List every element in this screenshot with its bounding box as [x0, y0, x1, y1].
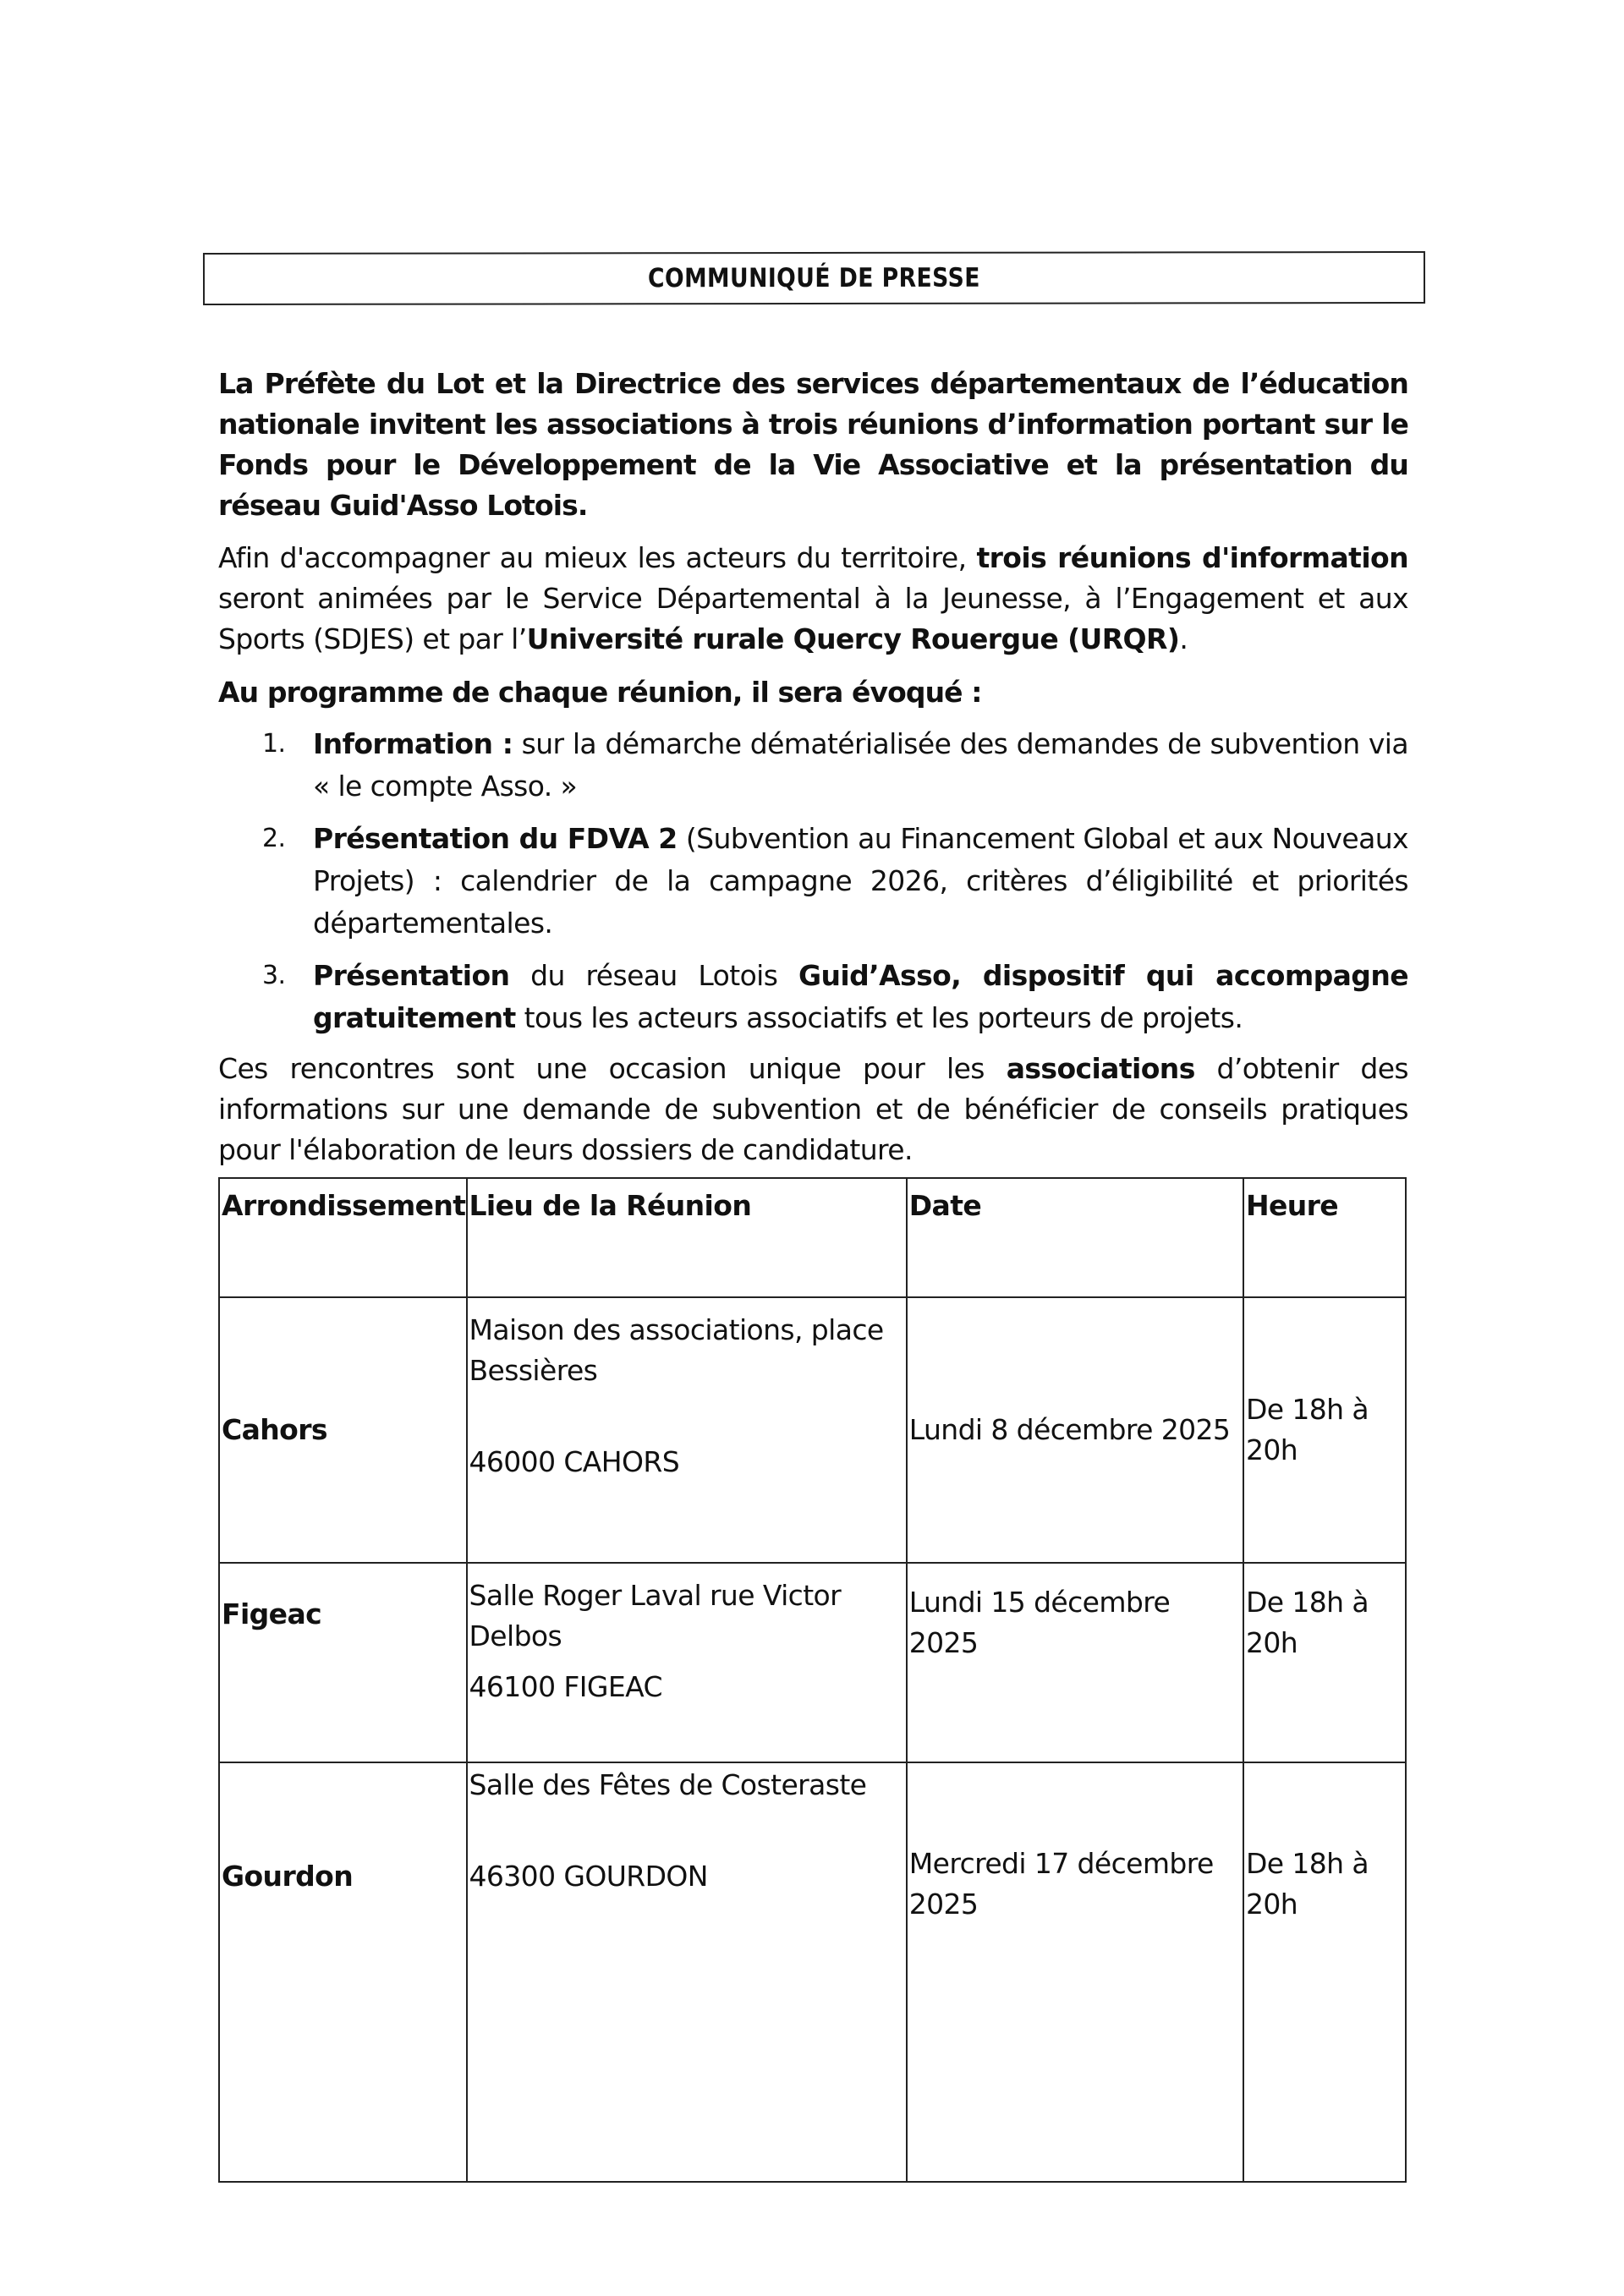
closing-bold-associations: associations: [1006, 1052, 1195, 1085]
program-item-guidasso: [218, 955, 1408, 1039]
closing-paragraph: [218, 1049, 1408, 1170]
closing-text-1: Ces rencontres sont une occasion unique pour les: [218, 1052, 1007, 1085]
organizers-text-3: .: [1179, 622, 1188, 655]
cell-date: Lundi 8 décembre 2025: [907, 1297, 1243, 1563]
cell-lieu: [467, 1297, 907, 1563]
header-arrondissement: Arrondissement: [219, 1178, 467, 1297]
header-heure: Heure: [1243, 1178, 1406, 1297]
cell-arrondissement: Figeac: [219, 1563, 467, 1762]
cell-heure: De 18h à 20h: [1243, 1762, 1406, 2182]
program-item-text: du réseau Lotois: [509, 959, 799, 992]
lieu-postcode: 46100 FIGEAC: [469, 1670, 662, 1703]
cell-arrondissement: Gourdon: [219, 1762, 467, 2182]
program-item-text: sur la démarche dématérialisée des demandes de subvention via « le compte Asso. »: [313, 727, 1408, 803]
cell-lieu: [467, 1563, 907, 1762]
lieu-postcode: 46300 GOURDON: [469, 1860, 708, 1893]
lieu-address: Salle des Fêtes de Costeraste: [469, 1768, 867, 1801]
organizers-paragraph: [218, 538, 1408, 660]
lieu-postcode: 46000 CAHORS: [469, 1445, 680, 1478]
closing-text-2: d’obtenir des informations sur une demande de subvention et de bénéficier de conseils pratiques pour l'élaboration de leurs dossiers de candidature.: [218, 1052, 1409, 1166]
press-release-header-box: [203, 251, 1425, 305]
organizers-text-2: seront animées par le Service Départemental à la Jeunesse, à l’Engagement et aux Sports (SDJES) et par l’: [218, 582, 1408, 655]
list-number: 2.: [262, 824, 286, 853]
program-item-bold: Présentation du FDVA 2: [313, 822, 678, 855]
cell-date: Mercredi 17 décembre 2025: [907, 1762, 1243, 2182]
header-lieu: Lieu de la Réunion: [467, 1178, 907, 1297]
table-row: [219, 1297, 1406, 1563]
table-row: [219, 1762, 1406, 2182]
lieu-address: Maison des associations, place Bessières: [469, 1313, 884, 1387]
cell-heure: De 18h à 20h: [1243, 1297, 1406, 1563]
program-heading: Au programme de chaque réunion, il sera évoqué :: [218, 676, 982, 709]
table-header-row: [219, 1178, 1406, 1297]
program-item-bold: Information :: [313, 727, 513, 760]
list-number: 1.: [262, 729, 286, 759]
program-item-text-2: tous les acteurs associatifs et les porteurs de projets.: [515, 1001, 1243, 1034]
program-item-text: (Subvention au Financement Global et aux Nouveaux Projets) : calendrier de la campagne 2026, critères d’éligibilité et priorités départementales.: [313, 822, 1408, 940]
cell-lieu: [467, 1762, 907, 2182]
program-item-bold: Présentation: [313, 959, 510, 992]
lieu-address: Salle Roger Laval rue Victor Delbos: [469, 1579, 842, 1652]
header-date: Date: [907, 1178, 1243, 1297]
intro-paragraph: La Préfète du Lot et la Directrice des services départementaux de l’éducation nationale invitent les associations à trois réunions d’information portant sur le Fonds pour le Développement de la Vie Associative et la présentation du réseau Guid'Asso Lotois.: [218, 367, 1408, 522]
meetings-table: [218, 1177, 1407, 2183]
cell-arrondissement: Cahors: [219, 1297, 467, 1563]
organizers-text-1: Afin d'accompagner au mieux les acteurs du territoire,: [218, 541, 977, 574]
table-row: [219, 1563, 1406, 1762]
program-item-fdva: [218, 818, 1408, 945]
organizers-bold-urqr: Université rurale Quercy Rouergue (URQR): [526, 622, 1180, 655]
program-list: [218, 723, 1408, 1049]
program-item-information: [218, 723, 1408, 808]
list-number: 3.: [262, 961, 286, 990]
organizers-bold-meetings: trois réunions d'information: [976, 541, 1408, 574]
cell-date: Lundi 15 décembre 2025: [907, 1563, 1243, 1762]
program-item-bold-2: Guid’Asso, dispositif qui accompagne gratuitement: [313, 959, 1408, 1034]
cell-heure: De 18h à 20h: [1243, 1563, 1406, 1762]
page-title: COMMUNIQUÉ DE PRESSE: [648, 262, 980, 294]
